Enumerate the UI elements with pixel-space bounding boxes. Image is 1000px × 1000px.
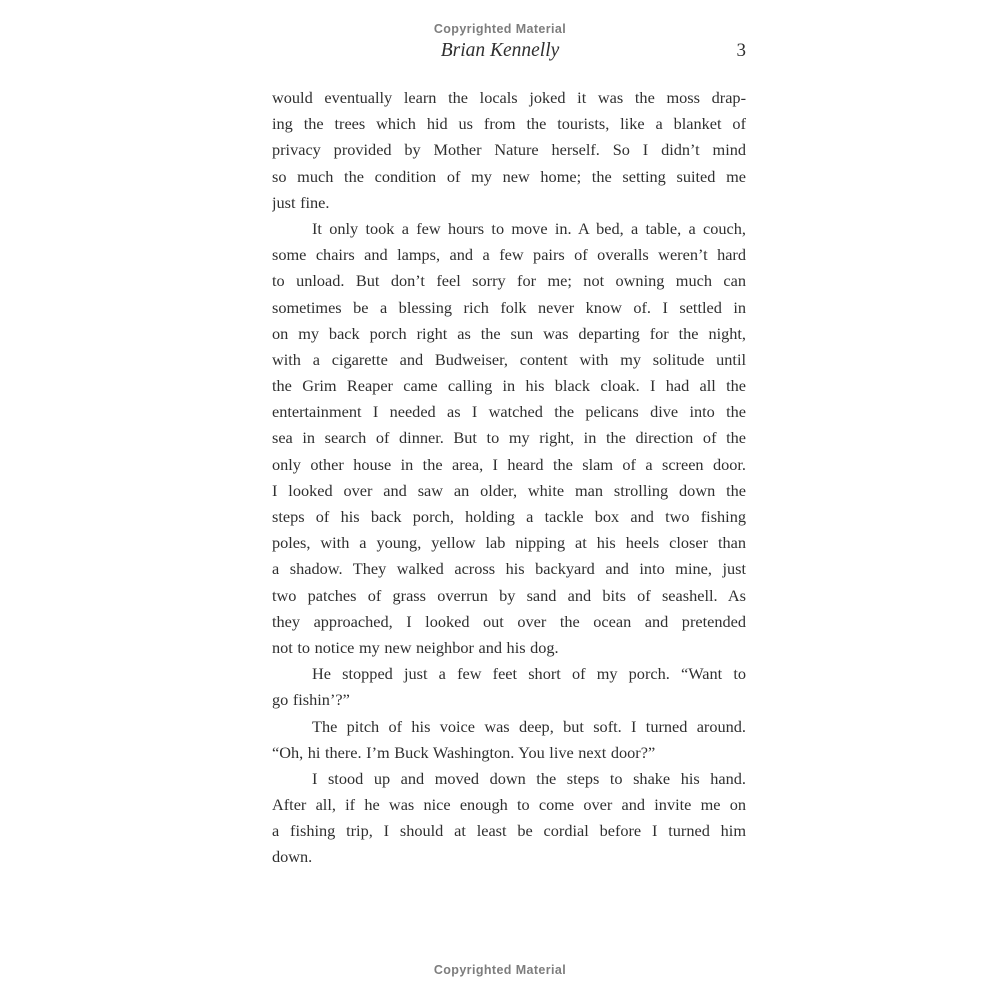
text-line: down. bbox=[272, 847, 313, 867]
text-line: not to notice my new neighbor and his dog. bbox=[272, 637, 559, 657]
text-line: on my back porch right as the sun was departing for the night, bbox=[272, 323, 746, 343]
copyright-notice-bottom: Copyrighted Material bbox=[433, 963, 567, 977]
author-name: Brian Kennelly bbox=[440, 40, 560, 61]
copyright-notice-top: Copyrighted Material bbox=[433, 22, 567, 36]
text-line: so much the condition of my new home; the setting suited me bbox=[272, 166, 746, 186]
text-line: privacy provided by Mother Nature herself. So I didn’t mind bbox=[272, 140, 746, 160]
text-line: sometimes be a blessing rich folk never know of. I settled in bbox=[272, 297, 746, 317]
text-line: sea in search of dinner. But to my right, in the direction of the bbox=[272, 428, 746, 448]
text-line: some chairs and lamps, and a few pairs of overalls weren’t hard bbox=[272, 245, 746, 265]
text-line: just fine. bbox=[272, 192, 330, 212]
text-line: two patches of grass overrun by sand and bits of seashell. As bbox=[272, 585, 746, 605]
text-line: entertainment I needed as I watched the pelicans dive into the bbox=[272, 402, 746, 422]
text-line: steps of his back porch, holding a tackle box and two fishing bbox=[272, 507, 746, 526]
text-line: poles, with a young, yellow lab nipping at his heels closer than bbox=[272, 533, 746, 553]
text-line: they approached, I looked out over the ocean and pretended bbox=[272, 611, 746, 631]
text-line: I stood up and moved down the steps to shake his hand. bbox=[312, 768, 746, 788]
page-number: 3 bbox=[736, 40, 746, 61]
text-line: with a cigarette and Budweiser, content with my solitude until bbox=[272, 349, 746, 369]
text-line: “Oh, hi there. I’m Buck Washington. You live next door?” bbox=[272, 742, 656, 762]
text-line: ing the trees which hid us from the tourists, like a blanket of bbox=[272, 114, 746, 134]
text-line: I looked over and saw an older, white man strolling down the bbox=[272, 480, 746, 500]
text-line: would eventually learn the locals joked it was the moss drap- bbox=[272, 88, 746, 107]
text-line: only other house in the area, I heard the slam of a screen door. bbox=[272, 454, 746, 474]
text-line: After all, if he was nice enough to come over and invite me on bbox=[272, 795, 746, 815]
text-line: a fishing trip, I should at least be cordial before I turned him bbox=[272, 821, 746, 841]
text-line: It only took a few hours to move in. A bed, a table, a couch, bbox=[312, 218, 746, 238]
page-body bbox=[272, 85, 746, 871]
running-header bbox=[0, 40, 1000, 66]
text-line: The pitch of his voice was deep, but soft. I turned around. bbox=[312, 716, 746, 736]
text-line: He stopped just a few feet short of my porch. “Want to bbox=[312, 664, 746, 684]
text-line: a shadow. They walked across his backyard and into mine, just bbox=[272, 559, 746, 579]
text-line: go fishin’?” bbox=[272, 690, 350, 710]
text-line: the Grim Reaper came calling in his black cloak. I had all the bbox=[272, 376, 746, 396]
text-line: to unload. But don’t feel sorry for me; not owning much can bbox=[272, 271, 746, 291]
